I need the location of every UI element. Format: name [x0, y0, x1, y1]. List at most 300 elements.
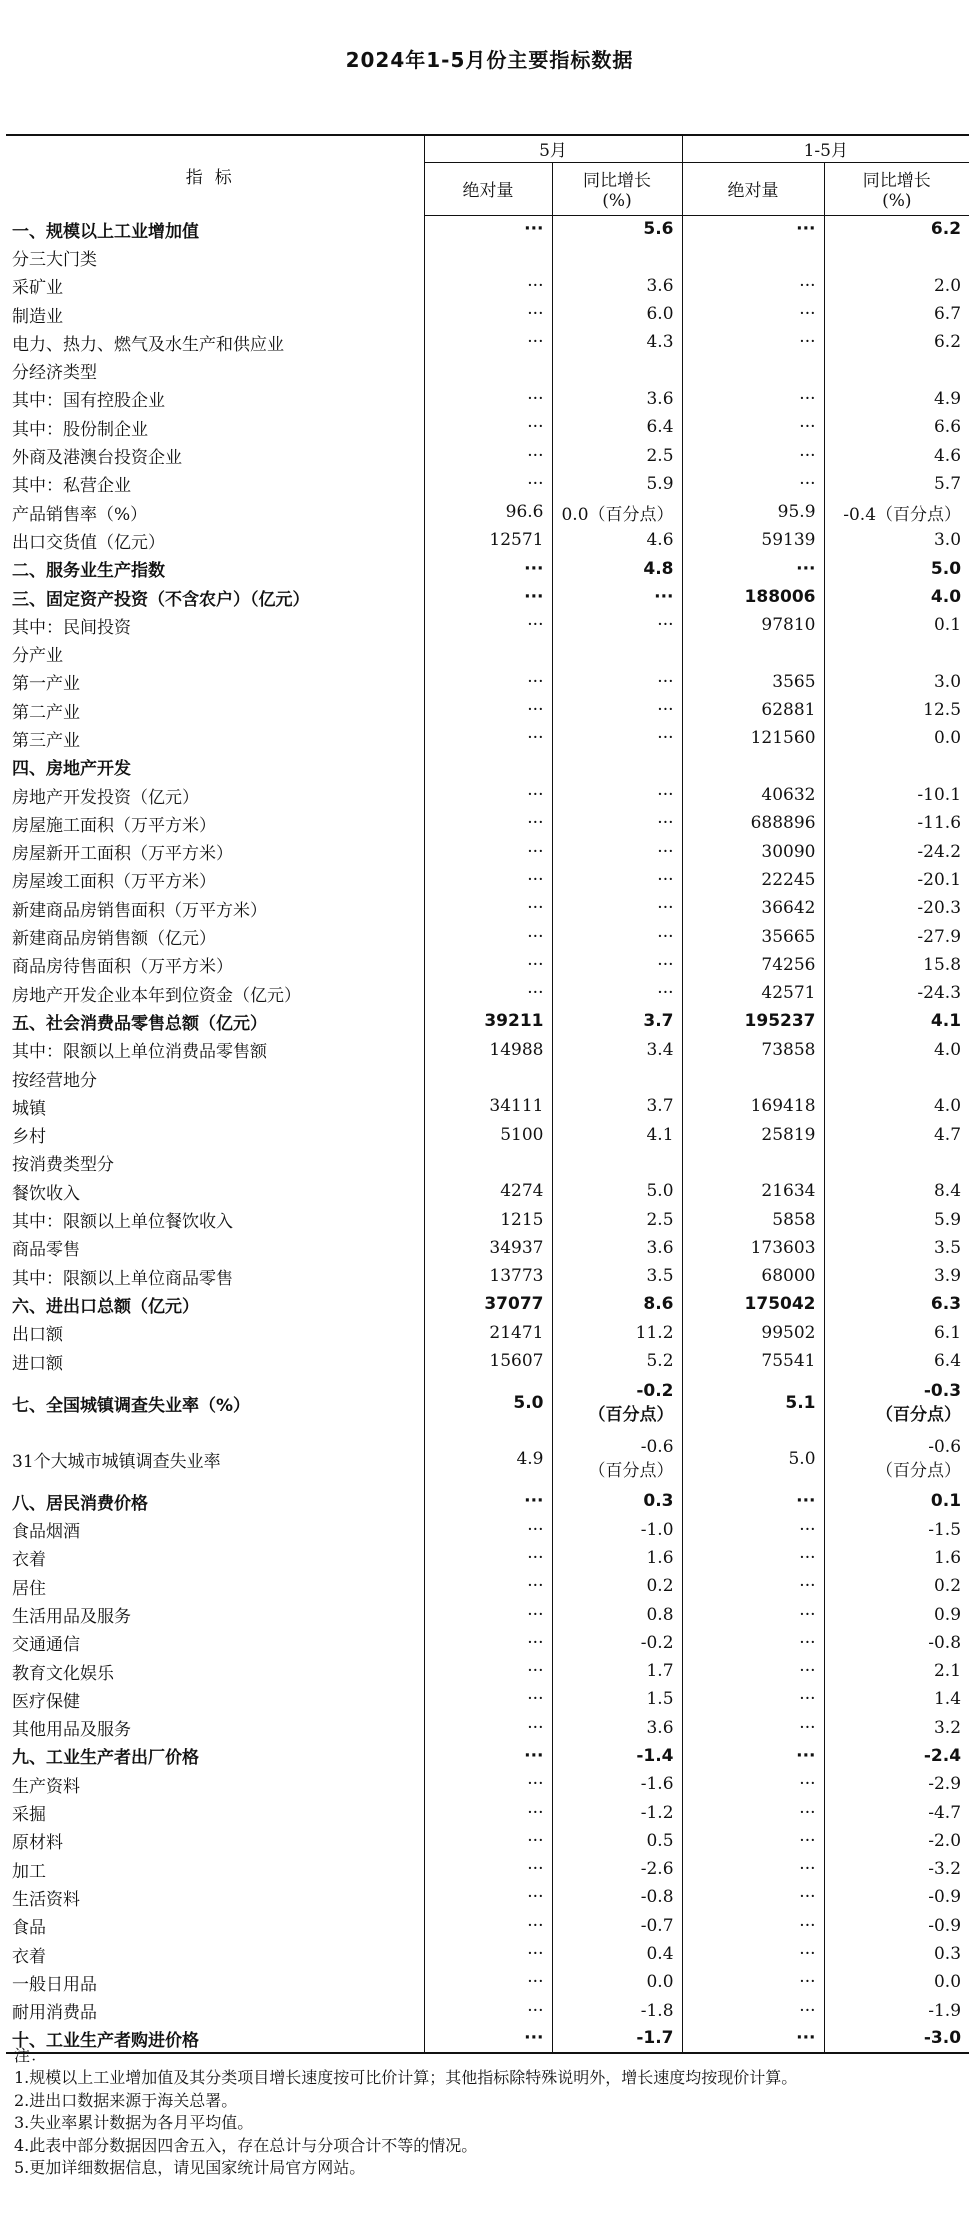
table-row — [6, 215, 969, 243]
may-growth-cell: 0.8 — [552, 1600, 682, 1628]
may-absolute-cell: ··· — [424, 1855, 552, 1883]
ytd-absolute-cell: ··· — [682, 1968, 824, 1996]
ytd-growth-cell: 4.0 — [930, 587, 962, 607]
table-row — [6, 1092, 969, 1120]
may-growth-cell: 3.6 — [552, 1714, 682, 1742]
ytd-growth-cell: 12.5 — [923, 700, 962, 721]
ytd-growth-cell: 6.4 — [933, 1351, 962, 1372]
may-absolute-cell: ··· — [424, 1572, 552, 1600]
ytd-growth-cell: 3.5 — [933, 1237, 962, 1258]
growth-unit: （百分点） — [876, 1461, 962, 1482]
table-row — [6, 866, 969, 894]
footnotes — [14, 2045, 964, 2179]
row-label: 进口额 — [6, 1347, 424, 1375]
table-row — [6, 1375, 969, 1431]
may-absolute-cell: ··· — [424, 1912, 552, 1940]
ytd-growth-cell: 5.7 — [933, 473, 962, 494]
may-growth-cell: 6.4 — [552, 413, 682, 441]
may-absolute-cell: ··· — [424, 413, 552, 441]
growth-header-label: 同比增长 — [583, 171, 651, 191]
ytd-growth-cell: -11.6 — [917, 813, 962, 834]
growth-header-label: 同比增长 — [862, 171, 931, 191]
growth-unit: （百分点） — [588, 1461, 674, 1482]
row-label: 耐用消费品 — [6, 1997, 424, 2025]
growth-header-unit: (%) — [602, 191, 632, 211]
may-growth-cell: ··· — [552, 809, 682, 837]
row-label: 第三产业 — [6, 724, 424, 752]
may-absolute-cell: ··· — [424, 1968, 552, 1996]
ytd-absolute-cell: ··· — [682, 1515, 824, 1543]
may-absolute-cell: 1215 — [424, 1205, 552, 1233]
ytd-absolute-cell: 74256 — [682, 951, 824, 979]
may-growth-cell: 3.5 — [552, 1262, 682, 1290]
table-row — [6, 1883, 969, 1911]
ytd-absolute-cell: ··· — [682, 1770, 824, 1798]
table-row — [6, 1487, 969, 1515]
may-absolute-cell — [424, 1149, 552, 1177]
ytd-absolute-cell: 5.0 — [682, 1431, 824, 1487]
row-label: 外商及港澳台投资企业 — [6, 441, 424, 469]
row-label: 八、居民消费价格 — [6, 1487, 424, 1515]
table-row — [6, 441, 969, 469]
table-row — [6, 838, 969, 866]
ytd-absolute-header: 绝对量 — [682, 162, 824, 215]
row-label: 教育文化娱乐 — [6, 1657, 424, 1685]
may-absolute-cell: ··· — [424, 555, 552, 583]
may-growth-cell: 3.7 — [552, 1092, 682, 1120]
row-label: 按消费类型分 — [6, 1149, 424, 1177]
ytd-absolute-cell: ··· — [682, 1742, 824, 1770]
table-row — [6, 1544, 969, 1572]
may-growth-cell: -1.2 — [552, 1798, 682, 1826]
row-label: 生产资料 — [6, 1770, 424, 1798]
ytd-absolute-cell: ··· — [682, 1487, 824, 1515]
may-growth-header — [552, 162, 682, 215]
may-growth-cell: 5.2 — [552, 1347, 682, 1375]
ytd-growth-cell: -2.4 — [923, 1745, 962, 1766]
table-row — [6, 639, 969, 667]
row-label: 餐饮收入 — [6, 1177, 424, 1205]
may-growth-cell: ··· — [552, 922, 682, 950]
may-growth-cell: ··· — [552, 583, 682, 611]
notes-heading: 注： — [14, 2046, 47, 2065]
may-absolute-cell: 4.9 — [424, 1431, 552, 1487]
ytd-growth-cell: 2.1 — [933, 1661, 962, 1682]
indicator-table — [6, 134, 969, 2054]
table-row — [6, 1714, 969, 1742]
table-row — [6, 1515, 969, 1543]
row-label: 新建商品房销售额（亿元） — [6, 922, 424, 950]
table-row — [6, 1036, 969, 1064]
may-absolute-cell: ··· — [424, 1515, 552, 1543]
may-growth-cell — [552, 753, 682, 781]
may-absolute-cell — [424, 1064, 552, 1092]
ytd-absolute-cell: ··· — [682, 1629, 824, 1657]
may-growth-cell: -1.7 — [552, 2025, 682, 2053]
table-row — [6, 526, 969, 554]
may-absolute-cell: ··· — [424, 781, 552, 809]
ytd-absolute-cell: 99502 — [682, 1319, 824, 1347]
may-absolute-cell: 21471 — [424, 1319, 552, 1347]
table-row — [6, 1827, 969, 1855]
may-growth-cell: ··· — [552, 781, 682, 809]
may-growth-cell: 3.4 — [552, 1036, 682, 1064]
ytd-absolute-cell: 59139 — [682, 526, 824, 554]
growth-header-unit: (%) — [882, 191, 912, 211]
ytd-growth-cell: 3.2 — [933, 1717, 962, 1738]
may-absolute-cell: ··· — [424, 1770, 552, 1798]
may-absolute-cell: ··· — [424, 328, 552, 356]
row-label: 十、工业生产者购进价格 — [6, 2025, 424, 2053]
row-label: 九、工业生产者出厂价格 — [6, 1742, 424, 1770]
row-label: 第二产业 — [6, 696, 424, 724]
ytd-absolute-cell: 688896 — [682, 809, 824, 837]
row-label: 六、进出口总额（亿元） — [6, 1290, 424, 1318]
may-absolute-cell: ··· — [424, 838, 552, 866]
ytd-absolute-cell: 22245 — [682, 866, 824, 894]
may-growth-cell: -0.8 — [552, 1883, 682, 1911]
may-growth-cell: -0.7 — [552, 1912, 682, 1940]
table-row — [6, 1798, 969, 1826]
ytd-absolute-cell: ··· — [682, 2025, 824, 2053]
may-growth-cell: 2.5 — [552, 1205, 682, 1233]
ytd-growth-cell — [824, 753, 969, 781]
row-label: 电力、热力、燃气及水生产和供应业 — [6, 328, 424, 356]
ytd-absolute-cell: 5858 — [682, 1205, 824, 1233]
may-group-header: 5月 — [424, 135, 682, 162]
ytd-absolute-cell: ··· — [682, 215, 824, 243]
table-row — [6, 1657, 969, 1685]
may-absolute-header: 绝对量 — [424, 162, 552, 215]
may-absolute-cell: ··· — [424, 2025, 552, 2053]
may-absolute-cell — [424, 753, 552, 781]
ytd-growth-cell: 4.1 — [930, 1011, 962, 1032]
may-absolute-cell: 37077 — [424, 1290, 552, 1318]
row-label: 四、房地产开发 — [6, 753, 424, 781]
table-row — [6, 696, 969, 724]
ytd-absolute-cell: 97810 — [682, 611, 824, 639]
may-absolute-cell — [424, 356, 552, 384]
table-body — [6, 215, 969, 2053]
ytd-growth-cell: -2.9 — [928, 1774, 962, 1795]
table-row — [6, 470, 969, 498]
ytd-absolute-cell: ··· — [682, 1940, 824, 1968]
ytd-growth-cell: 1.4 — [933, 1689, 962, 1710]
ytd-absolute-cell: 3565 — [682, 668, 824, 696]
may-growth-cell: ··· — [552, 979, 682, 1007]
ytd-growth-cell — [824, 639, 969, 667]
ytd-growth-cell: 6.3 — [930, 1294, 962, 1315]
page-title: 2024年1-5月份主要指标数据 — [345, 48, 634, 72]
ytd-growth-cell: 0.1 — [930, 1491, 962, 1512]
row-label: 其中：国有控股企业 — [6, 385, 424, 413]
ytd-absolute-cell: ··· — [682, 1544, 824, 1572]
ytd-absolute-cell: 40632 — [682, 781, 824, 809]
table-row — [6, 1629, 969, 1657]
ytd-growth-cell: 8.4 — [933, 1181, 962, 1202]
table-row — [6, 498, 969, 526]
table-row — [6, 1262, 969, 1290]
ytd-growth-cell: -3.0 — [824, 2025, 969, 2053]
row-label: 其中：民间投资 — [6, 611, 424, 639]
row-label: 采矿业 — [6, 272, 424, 300]
may-absolute-cell: ··· — [424, 300, 552, 328]
table-row — [6, 1997, 969, 2025]
may-growth-cell: -1.6 — [552, 1770, 682, 1798]
ytd-absolute-cell — [682, 639, 824, 667]
ytd-absolute-cell: ··· — [682, 1883, 824, 1911]
ytd-growth-cell: 4.0 — [933, 1039, 962, 1060]
may-absolute-cell: ··· — [424, 583, 552, 611]
may-absolute-cell — [424, 639, 552, 667]
may-growth-cell: -2.6 — [552, 1855, 682, 1883]
ytd-absolute-cell: 75541 — [682, 1347, 824, 1375]
may-growth-cell: 4.8 — [552, 555, 682, 583]
table-row — [6, 1319, 969, 1347]
may-growth-cell: 5.0 — [552, 1177, 682, 1205]
ytd-growth-cell: 4.7 — [933, 1124, 962, 1145]
may-growth-cell — [552, 1064, 682, 1092]
ytd-group-header: 1-5月 — [682, 135, 969, 162]
ytd-absolute-cell: ··· — [682, 470, 824, 498]
table-row — [6, 243, 969, 271]
table-row — [6, 1121, 969, 1149]
table-row — [6, 300, 969, 328]
ytd-growth-cell: 6.2 — [933, 332, 962, 353]
table-row — [6, 1007, 969, 1035]
ytd-growth-cell — [824, 1431, 969, 1487]
row-label: 一般日用品 — [6, 1968, 424, 1996]
may-absolute-cell: 34111 — [424, 1092, 552, 1120]
may-absolute-cell: ··· — [424, 1827, 552, 1855]
ytd-absolute-cell: ··· — [682, 1912, 824, 1940]
ytd-growth-cell: 15.8 — [923, 954, 962, 975]
may-growth-cell — [552, 1375, 682, 1431]
row-label: 制造业 — [6, 300, 424, 328]
row-label: 乡村 — [6, 1121, 424, 1149]
table-row — [6, 724, 969, 752]
table-row — [6, 951, 969, 979]
row-label: 食品 — [6, 1912, 424, 1940]
ytd-absolute-cell: ··· — [682, 1657, 824, 1685]
row-label: 商品零售 — [6, 1234, 424, 1262]
may-absolute-cell: ··· — [424, 866, 552, 894]
row-label: 食品烟酒 — [6, 1515, 424, 1543]
ytd-absolute-cell: 173603 — [682, 1234, 824, 1262]
ytd-absolute-cell: 95.9 — [682, 498, 824, 526]
ytd-absolute-cell — [682, 243, 824, 271]
growth-unit: （百分点） — [876, 1405, 962, 1426]
ytd-growth-cell: -2.0 — [928, 1830, 962, 1851]
table-row — [6, 583, 969, 611]
table-row — [6, 413, 969, 441]
table-row — [6, 555, 969, 583]
may-absolute-cell: ··· — [424, 1657, 552, 1685]
ytd-absolute-cell — [682, 1149, 824, 1177]
may-absolute-cell: 96.6 — [424, 498, 552, 526]
table-row — [6, 1177, 969, 1205]
may-absolute-cell: 13773 — [424, 1262, 552, 1290]
ytd-growth-cell: 1.6 — [933, 1547, 962, 1568]
may-growth-cell: 3.6 — [552, 272, 682, 300]
may-growth-cell: 0.0（百分点） — [552, 498, 682, 526]
may-growth-cell: 11.2 — [552, 1319, 682, 1347]
may-absolute-cell: ··· — [424, 215, 552, 243]
ytd-growth-cell: 5.0 — [930, 558, 962, 579]
table-row — [6, 1572, 969, 1600]
may-absolute-cell: ··· — [424, 696, 552, 724]
may-absolute-cell: ··· — [424, 951, 552, 979]
row-label: 出口交货值（亿元） — [6, 526, 424, 554]
table-row — [6, 1205, 969, 1233]
ytd-growth-cell: -1.9 — [928, 2000, 962, 2021]
ytd-absolute-cell: ··· — [682, 413, 824, 441]
may-growth-cell: -0.2 — [552, 1629, 682, 1657]
row-label: 新建商品房销售面积（万平方米） — [6, 894, 424, 922]
table-row — [6, 1290, 969, 1318]
ytd-absolute-cell: 188006 — [682, 583, 824, 611]
may-absolute-cell: ··· — [424, 1997, 552, 2025]
ytd-absolute-cell: ··· — [682, 328, 824, 356]
may-growth-cell: 5.9 — [552, 470, 682, 498]
may-growth-cell — [552, 1431, 682, 1487]
ytd-absolute-cell: 68000 — [682, 1262, 824, 1290]
table-row — [6, 272, 969, 300]
table-row — [6, 894, 969, 922]
row-label: 其中：限额以上单位消费品零售额 — [6, 1036, 424, 1064]
growth-unit: （百分点） — [588, 1405, 674, 1426]
ytd-absolute-cell: 169418 — [682, 1092, 824, 1120]
ytd-absolute-cell: 195237 — [682, 1007, 824, 1035]
ytd-absolute-cell: ··· — [682, 1572, 824, 1600]
row-label: 其中：限额以上单位商品零售 — [6, 1262, 424, 1290]
may-growth-cell: ··· — [552, 894, 682, 922]
may-absolute-cell: ··· — [424, 1544, 552, 1572]
may-growth-cell: 2.5 — [552, 441, 682, 469]
growth-value: -0.3 — [923, 1381, 962, 1402]
may-absolute-cell: ··· — [424, 1685, 552, 1713]
may-absolute-cell: ··· — [424, 809, 552, 837]
table-row — [6, 1912, 969, 1940]
row-label: 居住 — [6, 1572, 424, 1600]
may-growth-cell: 5.6 — [552, 215, 682, 243]
ytd-absolute-cell — [682, 1064, 824, 1092]
may-absolute-cell: ··· — [424, 668, 552, 696]
may-absolute-cell: ··· — [424, 385, 552, 413]
may-growth-cell — [552, 243, 682, 271]
row-label: 其中：限额以上单位餐饮收入 — [6, 1205, 424, 1233]
ytd-growth-cell: -10.1 — [917, 785, 962, 806]
row-label: 分产业 — [6, 639, 424, 667]
ytd-growth-cell: 0.3 — [933, 1944, 962, 1965]
ytd-growth-cell: 4.9 — [933, 388, 962, 409]
table-row — [6, 1149, 969, 1177]
ytd-absolute-cell: ··· — [682, 1600, 824, 1628]
row-label: 城镇 — [6, 1092, 424, 1120]
ytd-growth-cell: -0.4（百分点） — [843, 504, 962, 525]
ytd-growth-cell: 3.0 — [933, 530, 962, 551]
ytd-absolute-cell: 36642 — [682, 894, 824, 922]
ytd-growth-cell: -0.9 — [928, 1887, 962, 1908]
ytd-growth-cell: 3.9 — [933, 1266, 962, 1287]
row-label: 三、固定资产投资（不含农户）（亿元） — [6, 583, 424, 611]
may-growth-cell: 0.3 — [552, 1487, 682, 1515]
may-absolute-cell: ··· — [424, 1940, 552, 1968]
row-label: 出口额 — [6, 1319, 424, 1347]
row-label: 31个大城市城镇调查失业率 — [6, 1431, 424, 1487]
ytd-growth-cell — [824, 356, 969, 384]
row-label: 生活资料 — [6, 1883, 424, 1911]
row-label: 生活用品及服务 — [6, 1600, 424, 1628]
may-absolute-cell: ··· — [424, 441, 552, 469]
ytd-absolute-cell: ··· — [682, 1685, 824, 1713]
table-row — [6, 328, 969, 356]
ytd-growth-cell: -0.8 — [928, 1632, 962, 1653]
ytd-growth-header — [824, 162, 969, 215]
row-label: 房屋竣工面积（万平方米） — [6, 866, 424, 894]
ytd-absolute-cell: ··· — [682, 1798, 824, 1826]
table-row — [6, 781, 969, 809]
table-row — [6, 385, 969, 413]
table-row — [6, 922, 969, 950]
ytd-absolute-cell: 73858 — [682, 1036, 824, 1064]
table-row — [6, 668, 969, 696]
row-label: 一、规模以上工业增加值 — [6, 215, 424, 243]
may-growth-cell: 6.0 — [552, 300, 682, 328]
ytd-absolute-cell: ··· — [682, 1997, 824, 2025]
ytd-growth-cell — [824, 243, 969, 271]
may-absolute-cell: ··· — [424, 1883, 552, 1911]
row-label: 交通通信 — [6, 1629, 424, 1657]
ytd-growth-cell: -0.9 — [928, 1915, 962, 1936]
may-absolute-cell: ··· — [424, 1487, 552, 1515]
may-growth-cell: ··· — [552, 668, 682, 696]
may-growth-cell: 0.4 — [552, 1940, 682, 1968]
ytd-growth-cell — [824, 1149, 969, 1177]
may-growth-cell: ··· — [552, 696, 682, 724]
row-label: 七、全国城镇调查失业率（%） — [6, 1375, 424, 1431]
ytd-growth-cell: 3.0 — [933, 671, 962, 692]
table-row — [6, 1770, 969, 1798]
may-growth-cell: 3.6 — [552, 385, 682, 413]
may-absolute-cell — [424, 243, 552, 271]
may-absolute-cell: 5.0 — [424, 1375, 552, 1431]
note-line: 3.失业率累计数据为各月平均值。 — [14, 2113, 254, 2133]
ytd-growth-cell: 5.9 — [933, 1209, 962, 1230]
may-growth-cell: 4.3 — [552, 328, 682, 356]
may-growth-cell: 0.5 — [552, 1827, 682, 1855]
ytd-growth-cell: 0.0 — [933, 728, 962, 749]
ytd-absolute-cell: 30090 — [682, 838, 824, 866]
table-row — [6, 1855, 969, 1883]
row-label: 分三大门类 — [6, 243, 424, 271]
may-growth-cell: 3.7 — [552, 1007, 682, 1035]
ytd-absolute-cell: 25819 — [682, 1121, 824, 1149]
may-absolute-cell: ··· — [424, 611, 552, 639]
may-absolute-cell: 15607 — [424, 1347, 552, 1375]
may-absolute-cell: 39211 — [424, 1007, 552, 1035]
may-growth-cell: 0.0 — [552, 1968, 682, 1996]
ytd-growth-cell: -27.9 — [917, 926, 962, 947]
ytd-growth-cell: 0.2 — [933, 1576, 962, 1597]
ytd-absolute-cell: ··· — [682, 441, 824, 469]
may-absolute-cell: ··· — [424, 1714, 552, 1742]
may-absolute-cell: ··· — [424, 894, 552, 922]
may-growth-cell: ··· — [552, 724, 682, 752]
table-row — [6, 356, 969, 384]
table-row — [6, 1600, 969, 1628]
ytd-growth-cell: -20.3 — [917, 898, 962, 919]
